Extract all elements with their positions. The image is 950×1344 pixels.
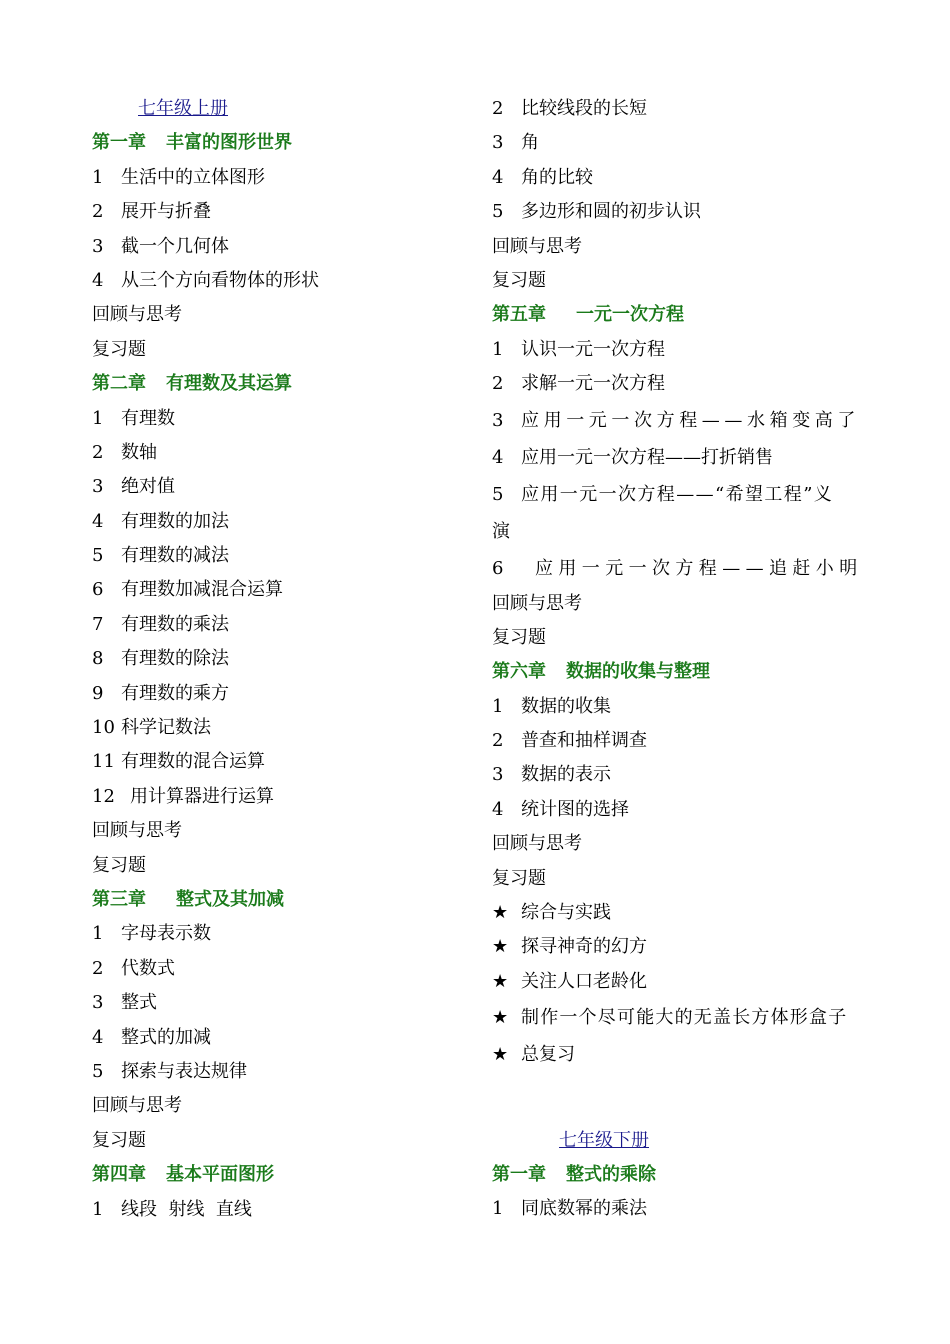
toc-item: 4 整式的加减 [92, 1026, 211, 1048]
toc-exercises: 复习题 [492, 269, 546, 291]
toc-exercises: 复习题 [492, 626, 546, 648]
star-icon: ★ [492, 902, 509, 924]
toc-item: 7 有理数的乘法 [92, 613, 229, 635]
toc-item-continuation: 演 [492, 520, 510, 542]
toc-item: 1 数据的收集 [492, 695, 611, 717]
toc-item: 4 角的比较 [492, 166, 593, 188]
star-icon: ★ [492, 1007, 509, 1029]
star-icon: ★ [492, 1044, 509, 1066]
toc-exercises: 复习题 [492, 867, 546, 889]
upper-volume-title: 七年级上册 [138, 98, 228, 119]
toc-item: 5 应用一元一次方程——“希望工程”义 [492, 483, 834, 505]
spacer [492, 1108, 862, 1124]
toc-item: 3 截一个几何体 [92, 235, 229, 257]
toc-star-item: ★ 总复习 [492, 1036, 862, 1073]
toc-item: 1 有理数 [92, 407, 175, 429]
toc-review: 回顾与思考 [492, 833, 582, 855]
chapter-heading: 第一章 丰富的图形世界 [92, 132, 292, 154]
chapter-heading: 第三章 整式及其加减 [92, 888, 284, 910]
toc-exercises: 复习题 [92, 854, 146, 876]
toc-item: 1 线段 射线 直线 [92, 1198, 252, 1220]
toc-left-column [92, 92, 472, 1227]
toc-item: 3 应用一元一次方程——水箱变高了 [492, 409, 860, 431]
toc-item: 2 数轴 [92, 441, 157, 463]
toc-item: 4 有理数的加法 [92, 510, 229, 532]
toc-item: 1 认识一元一次方程 [492, 338, 665, 360]
toc-item: 2 求解一元一次方程 [492, 373, 665, 395]
toc-item: 8 有理数的除法 [92, 648, 229, 670]
chapter-heading: 第六章 数据的收集与整理 [492, 661, 710, 683]
toc-item: 4 从三个方向看物体的形状 [92, 269, 319, 291]
toc-item: 4 统计图的选择 [492, 798, 629, 820]
toc-item: 4 应用一元一次方程——打折销售 [492, 446, 773, 468]
toc-item: 11 有理数的混合运算 [92, 751, 265, 773]
toc-item: 2 展开与折叠 [92, 201, 211, 223]
toc-item: 3 角 [492, 132, 539, 154]
toc-item: 1 同底数幂的乘法 [492, 1198, 647, 1220]
toc-review: 回顾与思考 [92, 820, 182, 842]
toc-item: 1 字母表示数 [92, 923, 211, 945]
toc-review: 回顾与思考 [92, 304, 182, 326]
chapter-heading: 第四章 基本平面图形 [92, 1164, 274, 1186]
star-icon: ★ [492, 936, 509, 958]
toc-item: 3 绝对值 [92, 476, 175, 498]
toc-exercises: 复习题 [92, 338, 146, 360]
toc-item: 6 应用一元一次方程——追赶小明 [492, 557, 863, 579]
toc-star-item: ★ 探寻神奇的幻方 [492, 930, 862, 964]
chapter-heading: 第五章 一元一次方程 [492, 304, 684, 326]
toc-item: 9 有理数的乘方 [92, 682, 229, 704]
toc-exercises: 复习题 [92, 1129, 146, 1151]
chapter-heading: 第二章 有理数及其运算 [92, 373, 292, 395]
toc-item: 3 数据的表示 [492, 764, 611, 786]
toc-item: 2 比较线段的长短 [492, 98, 647, 119]
star-icon: ★ [492, 970, 509, 992]
toc-item: 12 用计算器进行运算 [92, 785, 274, 807]
toc-item: 5 有理数的减法 [92, 545, 229, 567]
toc-item: 6 有理数加减混合运算 [92, 579, 283, 601]
spacer [492, 1073, 862, 1107]
toc-right-column [492, 92, 862, 1227]
lower-volume-title: 七年级下册 [559, 1129, 649, 1151]
toc-item: 2 普查和抽样调查 [492, 730, 647, 752]
toc-item: 5 多边形和圆的初步认识 [492, 201, 701, 223]
toc-item: 10 科学记数法 [92, 717, 211, 739]
toc-star-item: ★ 制作一个尽可能大的无盖长方体形盒子 [492, 999, 862, 1036]
toc-review: 回顾与思考 [492, 592, 582, 614]
toc-item: 3 整式 [92, 992, 157, 1014]
chapter-heading: 第一章 整式的乘除 [492, 1163, 656, 1185]
toc-review: 回顾与思考 [492, 235, 582, 257]
toc-review: 回顾与思考 [92, 1095, 182, 1117]
toc-star-item: ★ 关注人口老龄化 [492, 965, 862, 999]
toc-item: 1 生活中的立体图形 [92, 166, 265, 188]
toc-item: 5 探索与表达规律 [92, 1060, 247, 1082]
toc-star-item: ★ 综合与实践 [492, 896, 862, 930]
toc-item: 2 代数式 [92, 957, 175, 979]
